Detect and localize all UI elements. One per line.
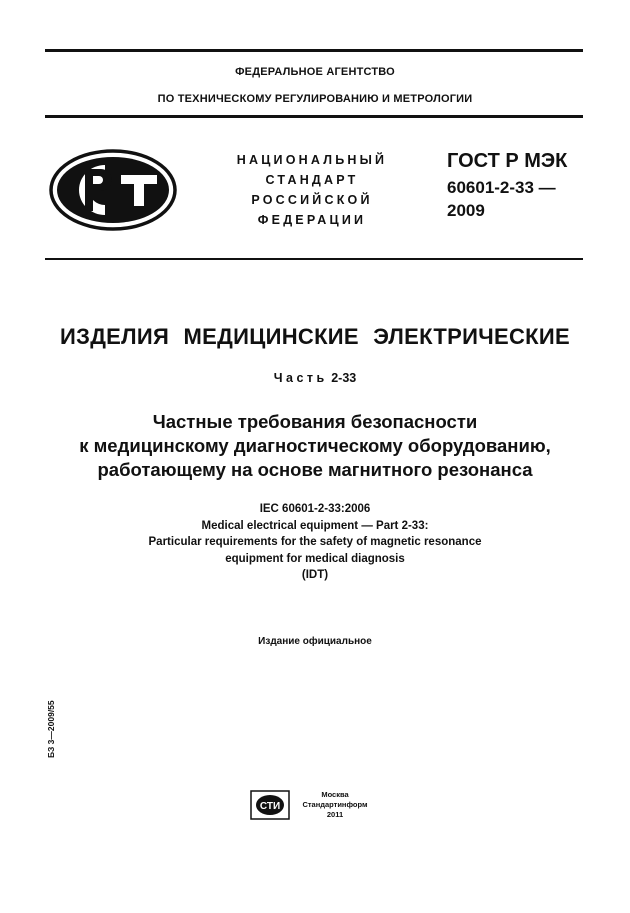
part-word: Часть: [273, 371, 328, 385]
standard-line-3: РОССИЙСКОЙ: [251, 193, 373, 207]
iec-line-5: (IDT): [301, 569, 329, 581]
iec-line-4: equipment for medical diagnosis: [225, 552, 405, 565]
gost-title: ГОСТ Р МЭК: [447, 150, 568, 172]
publisher-city: Москва: [321, 790, 349, 799]
iec-line-3: Particular requirements for the safety of magnetic resonance: [148, 536, 482, 548]
publisher-logo: [250, 790, 290, 820]
standartinform-logo-icon: [250, 790, 290, 820]
header-rule: [45, 115, 583, 118]
iec-line-1: IEC 60601-2-33:2006: [259, 503, 371, 515]
main-title: ИЗДЕЛИЯ МЕДИЦИНСКИЕ ЭЛЕКТРИЧЕСКИЕ: [60, 324, 570, 349]
standard-line-4: ФЕДЕРАЦИИ: [257, 213, 367, 227]
section-rule: [45, 258, 583, 260]
agency-line-2: ПО ТЕХНИЧЕСКОМУ РЕГУЛИРОВАНИЮ И МЕТРОЛОГИИ: [157, 93, 473, 105]
subtitle-line-3: работающему на основе магнитного резонанса: [97, 459, 533, 480]
subtitle-line-2: к медицинскому диагностическому оборудованию,: [79, 435, 551, 456]
publisher-name: Стандартинформ: [302, 800, 368, 809]
part-number: 2-33: [331, 371, 357, 385]
standard-line-2: СТАНДАРТ: [265, 173, 359, 187]
publisher-logo-text: СТИ: [259, 801, 281, 812]
subtitle: [0, 410, 630, 482]
agency-line-1: ФЕДЕРАЛЬНОЕ АГЕНТСТВО: [235, 66, 395, 78]
iec-reference: [0, 501, 630, 584]
gost-year: 2009: [447, 201, 485, 220]
publisher-info: [295, 790, 375, 820]
part-label: [0, 371, 630, 385]
national-standard-block: [222, 150, 402, 230]
subtitle-line-1: Частные требования безопасности: [152, 411, 478, 432]
standard-line-1: НАЦИОНАЛЬНЫЙ: [236, 153, 388, 167]
top-rule: [45, 49, 583, 52]
edition-label: Издание официальное: [258, 636, 372, 647]
side-code: БЗ 3—2009/55: [46, 700, 56, 758]
iec-line-2: Medical electrical equipment — Part 2-33:: [201, 519, 429, 532]
gost-number: 60601-2-33 —: [447, 178, 556, 197]
publisher-year: 2011: [326, 810, 344, 819]
gost-r-logo: [47, 147, 179, 233]
rst-emblem-icon: [47, 147, 179, 233]
